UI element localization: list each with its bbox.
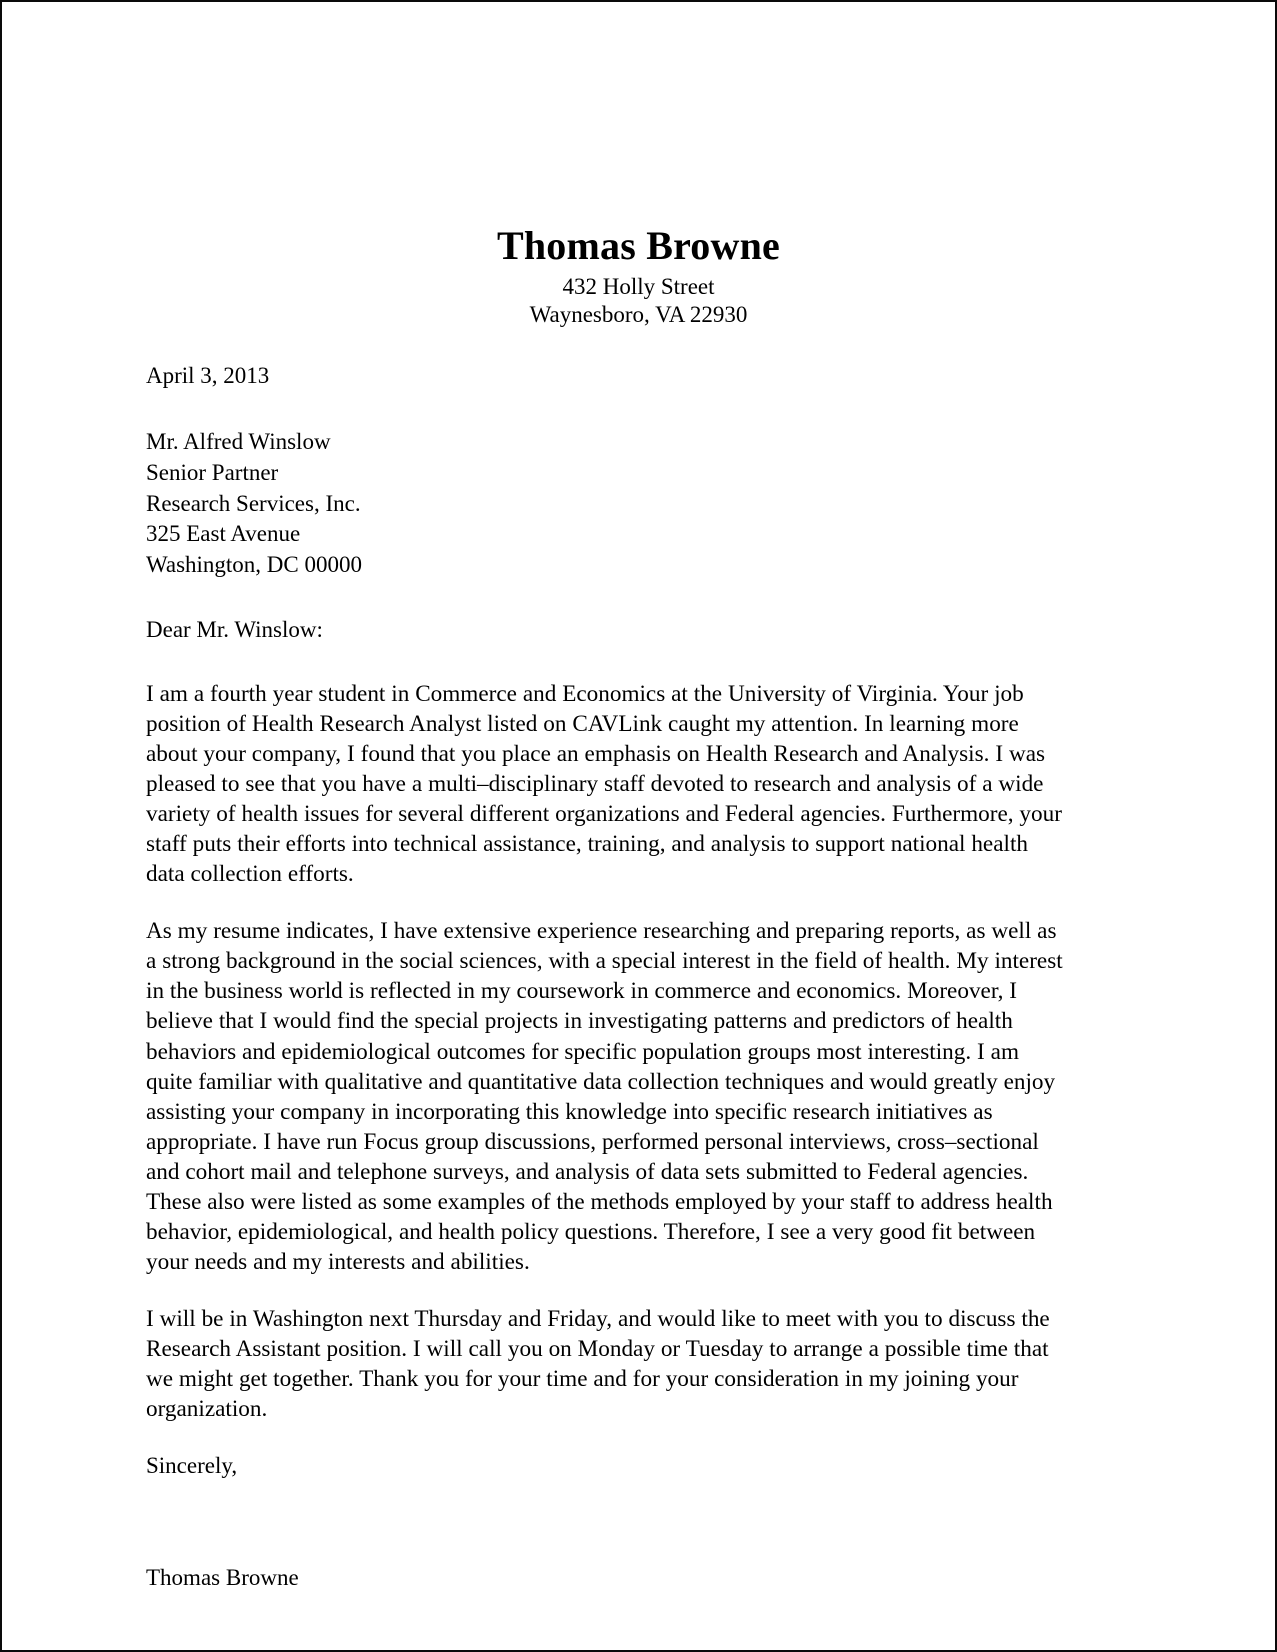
body-paragraph-1: I am a fourth year student in Commerce and Economics at the University of Virginia. Your job position of Health Research Analyst listed on CAVLink caught my attention. In learning more about your company, I found that you place an emphasis on Health Research and Analysis. I was pleased to see that you have a multi–disciplinary staff devoted to research and analysis of a wide variety of health issues for several different organizations and Federal agencies. Furthermore, your staff puts their efforts into technical assistance, training, and analysis to support national health data collection efforts.: [146, 680, 1062, 888]
sender-city-state-zip: Waynesboro, VA 22930: [529, 302, 748, 328]
body-paragraph-3: I will be in Washington next Thursday and Friday, and would like to meet with you to discuss the Research Assistant position. I will call you on Monday or Tuesday to arrange a possible time that we might get together. Thank you for your time and for your consideration in my joining your organization.: [146, 1305, 1050, 1423]
closing-salutation: Sincerely,: [146, 1453, 238, 1479]
body-paragraph-2: As my resume indicates, I have extensive experience researching and preparing reports, as well as a strong background in the social sciences, with a special interest in the field of health. My interest in the business world is reflected in my coursework in commerce and economics. Moreover, I believe that I would find the special projects in investigating patterns and predictors of health behaviors and epidemiological outcomes for specific population groups most interesting. I am quite familiar with qualitative and quantitative data collection techniques and would greatly enjoy assisting your company in incorporating this knowledge into specific research initiatives as appropriate. I have run Focus group discussions, performed personal interviews, cross–sectional and cohort mail and telephone surveys, and analysis of data sets submitted to Federal agencies. These also were listed as some examples of the methods employed by your staff to address health behavior, epidemiological, and health policy questions. Therefore, I see a very good fit between your needs and my interests and abilities.: [146, 918, 1063, 1275]
recipient-street: 325 East Avenue: [146, 521, 301, 547]
letter-date: April 3, 2013: [146, 363, 270, 389]
letter-sheet: [2, 2, 1275, 1650]
sender-name: Thomas Browne: [496, 223, 780, 268]
salutation: Dear Mr. Winslow:: [146, 617, 323, 643]
recipient-title: Senior Partner: [146, 459, 279, 485]
recipient-name: Mr. Alfred Winslow: [146, 429, 331, 455]
signer-name: Thomas Browne: [146, 1564, 299, 1590]
signature-space: [146, 1481, 1070, 1563]
sender-street: 432 Holly Street: [562, 274, 715, 300]
letterhead: [2, 2, 1275, 329]
recipient-city-state-zip: Washington, DC 00000: [146, 552, 363, 578]
recipient-address-block: [146, 427, 1070, 581]
recipient-company: Research Services, Inc.: [146, 490, 361, 516]
letter-body: [146, 329, 1070, 1593]
